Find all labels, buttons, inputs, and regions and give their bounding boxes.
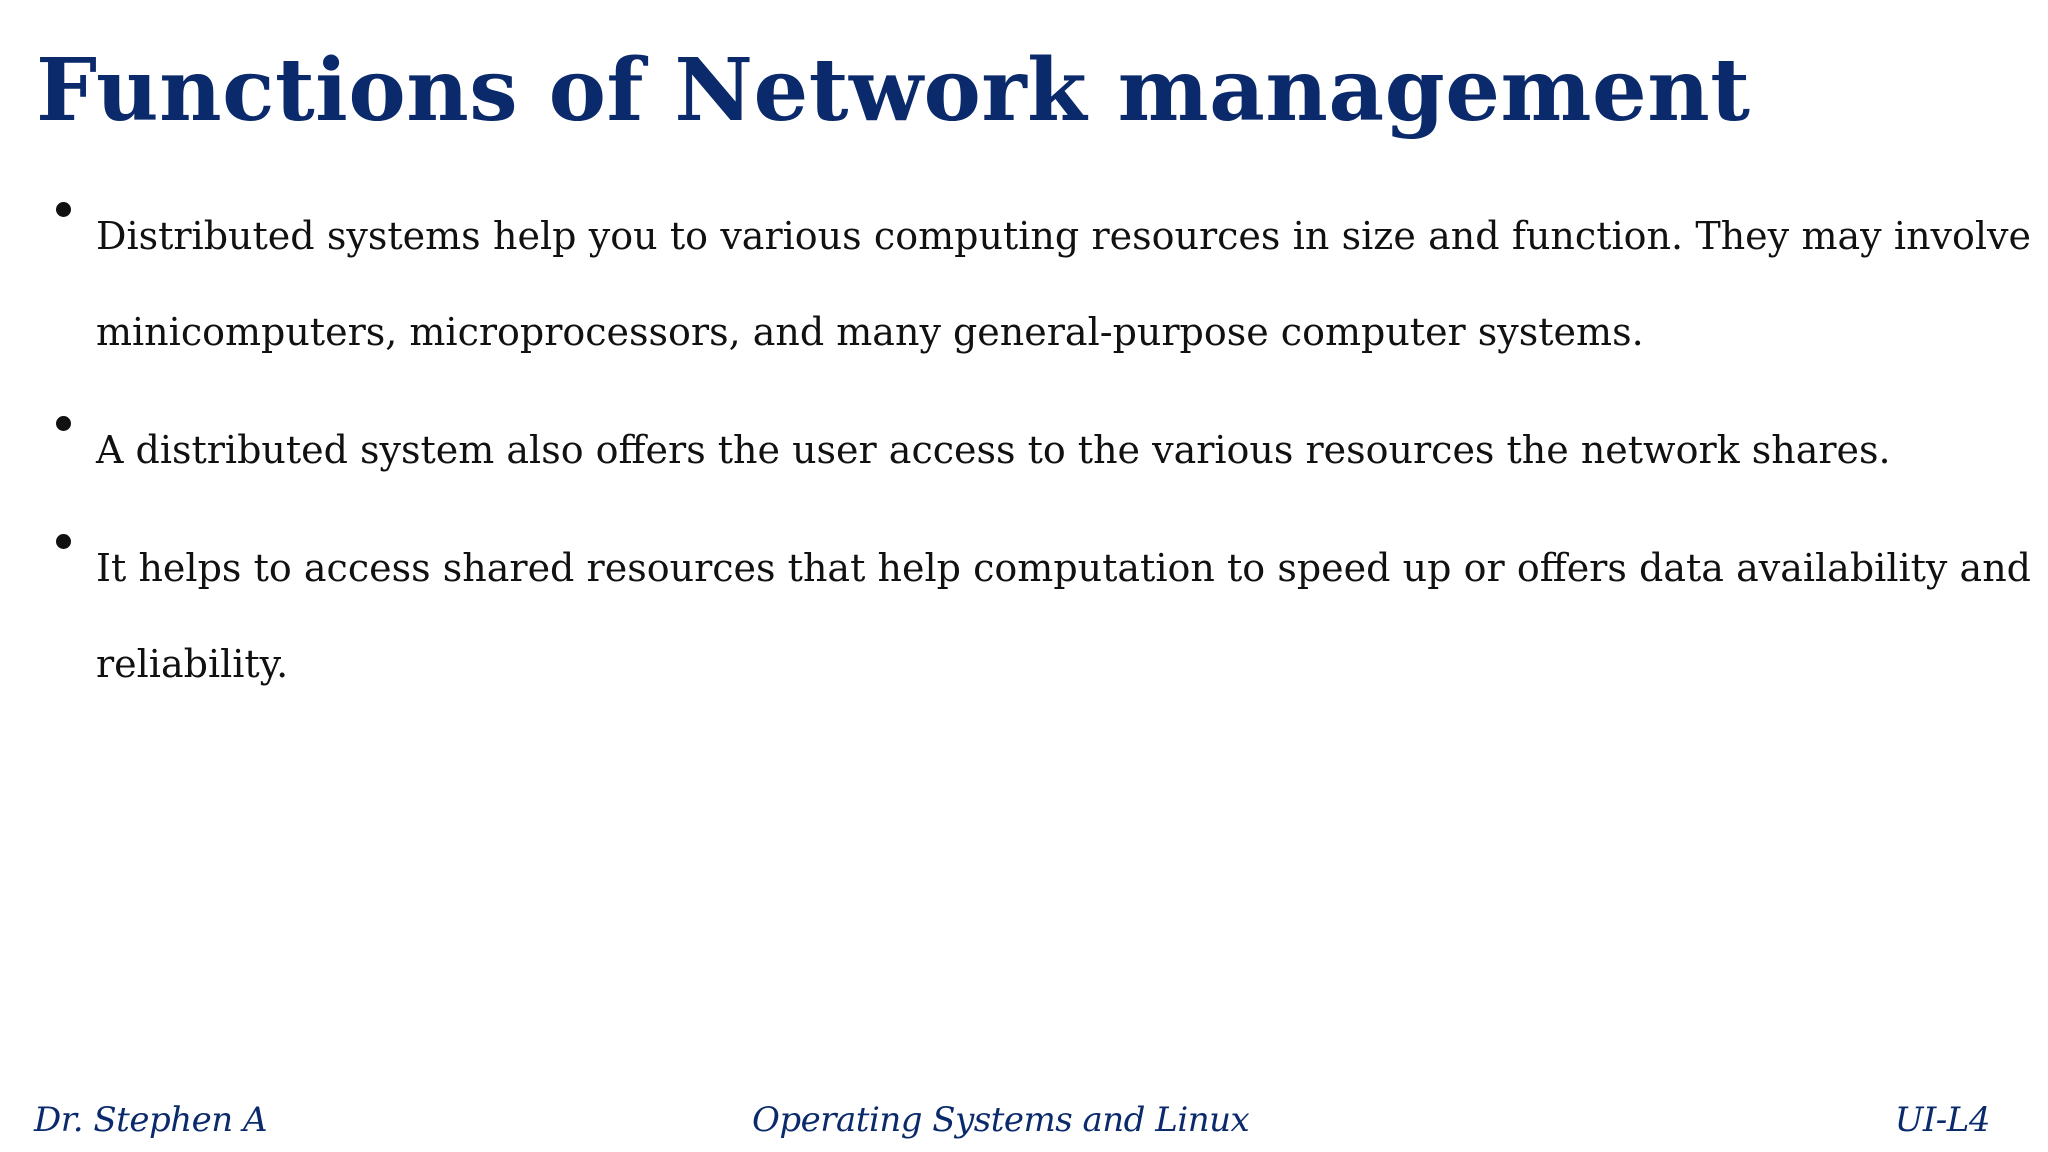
bullet-item	[56, 402, 2031, 498]
bullet-dot-icon	[56, 202, 71, 217]
footer-author: Dr. Stephen A	[34, 1100, 268, 1140]
bullet-text: It helps to access shared resources that help computation to speed up or offers data availability and reliability.	[96, 546, 2031, 686]
bullet-item	[56, 520, 2031, 712]
bullet-item	[56, 188, 2031, 380]
footer-course: Operating Systems and Linux	[752, 1100, 1250, 1140]
slide-title: Functions of Network management	[36, 40, 1751, 141]
bullet-text: Distributed systems help you to various computing resources in size and function. They may involve minicomputers, microprocessors, and many general-purpose computer systems.	[96, 214, 2031, 354]
bullet-text: A distributed system also offers the user access to the various resources the network shares.	[96, 428, 1891, 472]
bullet-list	[56, 188, 2031, 734]
footer-unit: UI-L4	[1894, 1100, 1990, 1140]
bullet-dot-icon	[56, 416, 71, 431]
bullet-dot-icon	[56, 534, 71, 549]
